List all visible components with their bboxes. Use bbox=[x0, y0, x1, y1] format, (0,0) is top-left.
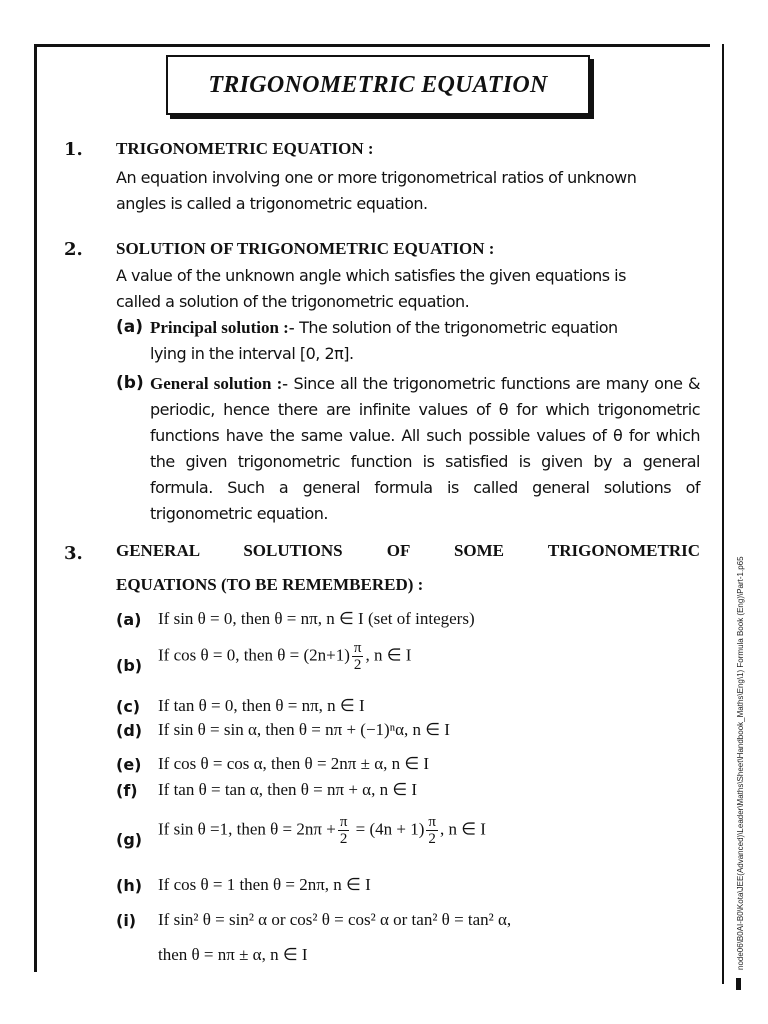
item-i-text: If sin² θ = sin² α or cos² θ = cos² α or tan² θ = tan² α, bbox=[158, 910, 512, 929]
side-file-path: node06\B0AI-B0\Kota\JEE(Advanced)\Leader\Maths\Sheet\Handbook_Maths\Eng\1) Formula Book (Eng)\Part-1.p65 bbox=[736, 556, 745, 970]
item-e-text: If cos θ = cos α, then θ = 2nπ ± α, n ∈ I bbox=[158, 754, 430, 773]
section-1-line-2: angles is called a trigonometric equation. bbox=[116, 194, 428, 213]
section-2-line-2: called a solution of the trigonometric equation. bbox=[116, 292, 470, 311]
item-g-fraction-1 bbox=[338, 814, 350, 847]
item-g-mid: = (4n + 1) bbox=[351, 819, 425, 839]
left-border-rule bbox=[34, 44, 37, 972]
item-g-pre: If sin θ =1, then θ = 2nπ + bbox=[158, 819, 336, 839]
item-g-frac1-den: 2 bbox=[339, 831, 348, 847]
section-3-number: 3. bbox=[64, 543, 83, 564]
section-1-line-1: An equation involving one or more trigonometrical ratios of unknown bbox=[116, 168, 637, 187]
item-a-label: (a) bbox=[116, 610, 142, 629]
item-g-frac1-num: π bbox=[339, 814, 348, 830]
item-f-label: (f) bbox=[116, 781, 138, 800]
top-border-rule bbox=[34, 44, 710, 47]
item-b-fraction bbox=[352, 640, 364, 673]
page-title: TRIGONOMETRIC EQUATION bbox=[208, 71, 548, 98]
section-3-heading-line-2: EQUATIONS (TO BE REMEMBERED) : bbox=[116, 575, 424, 594]
item-g-frac2-num: π bbox=[428, 814, 436, 830]
item-g-text bbox=[158, 814, 486, 847]
section-2-line-1: A value of the unknown angle which satisfies the given equations is bbox=[116, 266, 626, 285]
side-marker bbox=[736, 978, 741, 990]
section-2-heading: SOLUTION OF TRIGONOMETRIC EQUATION : bbox=[116, 239, 495, 258]
item-e-label: (e) bbox=[116, 755, 142, 774]
item-f-text: If tan θ = tan α, then θ = nπ + α, n ∈ I bbox=[158, 780, 418, 799]
item-b-frac-num: π bbox=[353, 640, 362, 656]
section-2-text bbox=[116, 263, 700, 315]
item-g-label: (g) bbox=[116, 830, 143, 849]
item-h-label: (h) bbox=[116, 876, 143, 895]
item-b-text bbox=[158, 640, 411, 673]
sub-a-rest: The solution of the trigonometric equation bbox=[294, 318, 618, 337]
item-c-text: If tan θ = 0, then θ = nπ, n ∈ I bbox=[158, 696, 365, 715]
section-1-heading: TRIGONOMETRIC EQUATION : bbox=[116, 139, 374, 158]
item-g-frac2-den: 2 bbox=[428, 831, 436, 847]
section-2-number: 2. bbox=[64, 239, 83, 260]
sub-a-label: (a) bbox=[116, 317, 144, 337]
sub-b-term: General solution :- bbox=[150, 374, 288, 393]
section-3-heading-line-1: GENERAL SOLUTIONS OF SOME TRIGONOMETRIC bbox=[116, 541, 700, 560]
item-b-post: , n ∈ I bbox=[365, 645, 412, 665]
sub-b-body bbox=[150, 371, 700, 527]
sub-b-rest: Since all the trigonometric functions are many one & periodic, hence there are infinite values of θ for which trigonometric functions have the same value. All such possible values of θ for which the given trigonometric function is satisfied is given by a general formula. Such a general formula is called general solutions of trigonometric equation. bbox=[150, 374, 701, 523]
item-i-line-2: then θ = nπ ± α, n ∈ I bbox=[158, 945, 308, 964]
item-c-label: (c) bbox=[116, 697, 141, 716]
item-a-text: If sin θ = 0, then θ = nπ, n ∈ I (set of integers) bbox=[158, 609, 475, 628]
title-box bbox=[166, 55, 590, 115]
sub-a-body bbox=[150, 315, 700, 367]
sub-a-line-2: lying in the interval [0, 2π]. bbox=[150, 344, 354, 363]
item-d-label: (d) bbox=[116, 721, 143, 740]
item-d-text: If sin θ = sin α, then θ = nπ + (−1)ⁿα, n ∈ I bbox=[158, 720, 450, 739]
item-h-text: If cos θ = 1 then θ = 2nπ, n ∈ I bbox=[158, 875, 371, 894]
item-b-label: (b) bbox=[116, 656, 143, 675]
item-i-label: (i) bbox=[116, 911, 137, 930]
section-1-number: 1. bbox=[64, 139, 83, 160]
right-border-rule bbox=[722, 44, 724, 984]
sub-b-label: (b) bbox=[116, 373, 144, 393]
item-b-frac-den: 2 bbox=[353, 657, 362, 673]
item-b-pre: If cos θ = 0, then θ = (2n+1) bbox=[158, 645, 350, 665]
item-g-post: , n ∈ I bbox=[439, 819, 486, 839]
section-1-text bbox=[116, 165, 700, 217]
sub-a-term: Principal solution :- bbox=[150, 318, 295, 337]
item-g-fraction-2 bbox=[426, 814, 438, 847]
